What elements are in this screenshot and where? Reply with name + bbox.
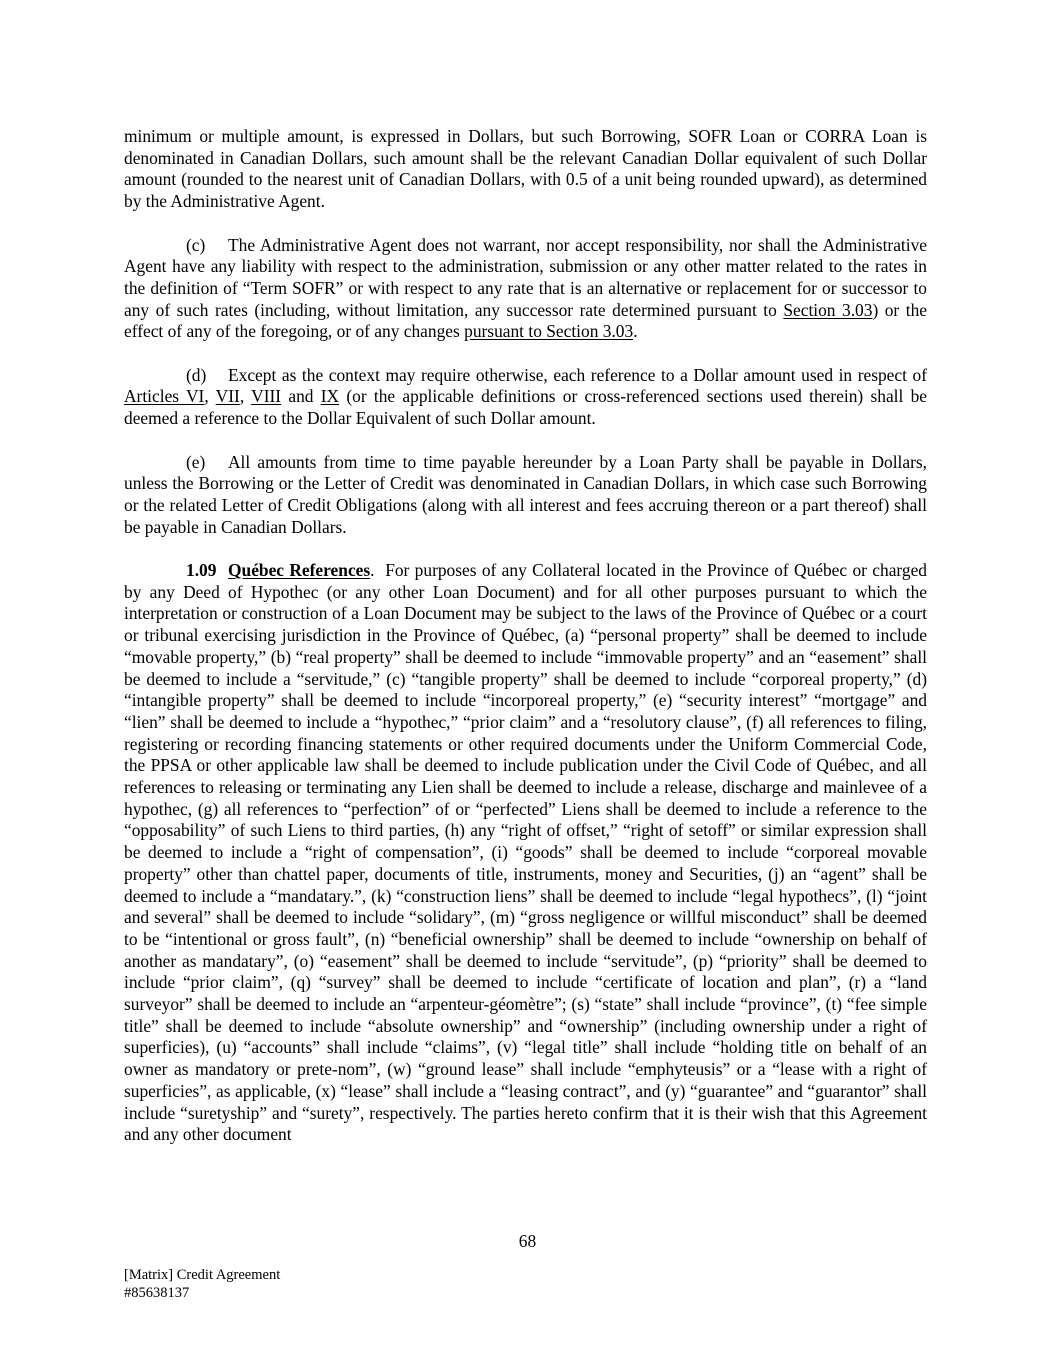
section-3-03-link-2[interactable]: pursuant to Section 3.03 [464,321,634,342]
footer [124,1267,280,1302]
paragraph-e-label: (e) [186,451,206,472]
paragraph-c-label: (c) [186,234,206,255]
section-1-09: 1.09 Québec References. For purposes of any Collateral located in the Province of Québec or charged by any Deed of Hypothec (or any other Loan Document) and for all other purposes pursuant to which the interpretation or construction of a Loan Document may be subject to the laws of the Province of Québec or a court or tribunal exercising jurisdiction in the Province of Québec, (a) “personal property” shall be deemed to include “movable property,” (b) “real property” shall be deemed to include “immovable property” and an “easement” shall be deemed to include a “servitude,” (c) “tangible property” shall be deemed to include “corporeal property,” (d) “intangible property” shall be deemed to include “incorporeal property,” (e) “security interest” “mortgage” and “lien” shall be deemed to include a “hypothec,” “prior claim” and a “resolutory clause”, (f) all references to filing, registering or recording financing statements or other required documents under the Uniform Commercial Code, the PPSA or other applicable law shall be deemed to include publication under the Civil Code of Québec, and all references to releasing or terminating any Lien shall be deemed to include a release, discharge and mainlevee of a hypothec, (g) all references to “perfection” of or “perfected” Liens shall be deemed to include a reference to the “opposability” of such Liens to third parties, (h) any “right of offset,” “right of setoff” or similar expression shall be deemed to include a “right of compensation”, (i) “goods” shall be deemed to include “corporeal movable property” other than chattel paper, documents of title, instruments, money and Securities, (j) an “agent” shall be deemed to include a “mandatary.”, (k) “construction liens” shall be deemed to include “legal hypothecs”, (l) “joint and several” shall be deemed to include “solidary”, (m) “gross negligence or willful misconduct” shall be deemed to be “intentional or gross fault”, (n) “beneficial ownership” shall be deemed to include “ownership on behalf of another as mandatary”, (o) “easement” shall be deemed to include “servitude”, (p) “priority” shall be deemed to include “prior claim”, (q) “survey” shall be deemed to include “certificate of location and plan”, (r) a “land surveyor” shall be deemed to include an “arpenteur-géomètre”; (s) “state” shall include “province”, (t) “fee simple title” shall be deemed to include “absolute ownership” and “ownership” (including ownership under a right of superficies), (u) “accounts” shall include “claims”, (v) “legal title” shall include “holding title on behalf of an owner as mandatory or prete-nom”, (w) “ground lease” shall include “emphyteusis” or a “lease with a right of superficies”, as applicable, (x) “lease” shall include a “leasing contract”, and (y) “guarantee” and “guarantor” shall include “suretyship” and “surety”, respectively. The parties hereto confirm that it is their wish that this Agreement and any other document [124,560,927,1145]
paragraph-continuation: minimum or multiple amount, is expressed in Dollars, but such Borrowing, SOFR Loan or CORRA Loan is denominated in Canadian Dollars, such amount shall be the relevant Canadian Dollar equivalent of such Dollar amount (rounded to the nearest unit of Canadian Dollars, with 0.5 of a unit being rounded upward), as determined by the Administrative Agent. [124,126,927,212]
paragraph-d-label: (d) [186,364,207,385]
section-number: 1.09 [186,560,217,580]
article-vii-link[interactable]: VII [215,386,240,407]
page-number: 68 [518,1231,537,1251]
paragraph-e: (e) All amounts from time to time payable hereunder by a Loan Party shall be payable in Dollars, unless the Borrowing or the Letter of Credit was denominated in Canadian Dollars, in which case such Borrowing or the related Letter of Credit Obligations (along with all interest and fees accruing thereon or a part thereof) shall be payable in Canadian Dollars. [124,451,927,537]
body-text [124,126,927,1168]
section-3-03-link[interactable]: Section 3.03 [783,299,873,320]
section-title: Québec References [228,560,371,580]
paragraph-d: (d) Except as the context may require otherwise, each reference to a Dollar amount used in respect of Articles VI, VII, VIII and IX (or the applicable definitions or cross-referenced sections used therein) shall be deemed a reference to the Dollar Equivalent of such Dollar amount. [124,364,928,429]
article-ix-link[interactable]: IX [320,386,340,407]
article-vi-link[interactable]: Articles VI [124,386,205,407]
paragraph-c: (c) The Administrative Agent does not warrant, nor accept responsibility, nor shall the Administrative Agent have any liability with respect to the administration, submission or any other matter related to the rates in the definition of “Term SOFR” or with respect to any rate that is an alternative or replacement for or successor to any of such rates (including, without limitation, any successor rate determined pursuant to Section 3.03) or the effect of any of the foregoing, or of any changes pursuant to Section 3.03. [124,234,927,342]
footer-document-title: [Matrix] Credit Agreement [124,1267,281,1283]
article-viii-link[interactable]: VIII [251,386,282,407]
footer-document-id: #85638137 [124,1284,190,1301]
